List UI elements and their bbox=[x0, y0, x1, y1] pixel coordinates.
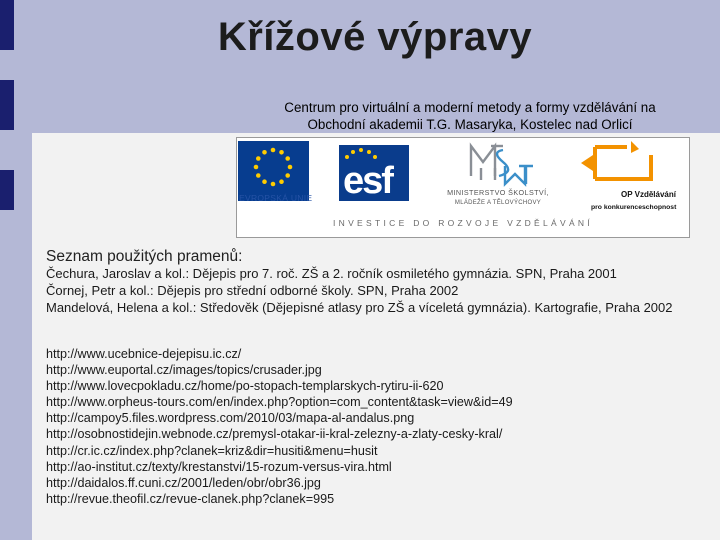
url-item: http://www.orpheus-tours.com/en/index.php?option=com_content&task=view&id=49 bbox=[46, 395, 513, 410]
eu-star-icon bbox=[271, 182, 276, 187]
url-item: http://www.lovecpokladu.cz/home/po-stopach-templarskych-rytiru-ii-620 bbox=[46, 379, 444, 394]
slide-title: Křížové výpravy bbox=[217, 15, 533, 59]
op-line-1: OP Vzdělávání bbox=[621, 190, 676, 199]
eu-star-icon bbox=[256, 173, 261, 178]
subtitle-line-2: Obchodní akademii T.G. Masaryka, Kostelec nad Orlicí bbox=[307, 117, 633, 132]
op-vzdelavani-logo bbox=[569, 139, 687, 215]
eu-star-icon bbox=[279, 150, 284, 155]
eu-star-icon bbox=[288, 165, 293, 170]
subtitle-line-1: Centrum pro virtuální a moderní metody a formy vzdělávání na bbox=[284, 100, 656, 115]
eu-star-icon bbox=[271, 148, 276, 153]
reference-list bbox=[46, 265, 706, 316]
url-item: http://campoy5.files.wordpress.com/2010/03/mapa-al-andalus.png bbox=[46, 411, 415, 426]
slide-subtitle bbox=[240, 99, 700, 133]
msmt-line-2: MLÁDEŽE A TĚLOVÝCHOVY bbox=[454, 200, 542, 206]
url-item: http://osobnostidejin.webnode.cz/premysl-otakar-ii-kral-zelezny-a-zlaty-cesky-kral/ bbox=[46, 427, 503, 442]
msmt-logo bbox=[433, 140, 563, 212]
reference-item: Mandelová, Helena a kol.: Středověk (Dějepisné atlasy pro ZŠ a víceletá gymnázia). Kartografie, Praha 2002 bbox=[46, 300, 673, 315]
eu-star-icon bbox=[285, 156, 290, 161]
eu-star-icon bbox=[262, 150, 267, 155]
url-item: http://cr.ic.cz/index.php?clanek=kriz&dir=husiti&menu=husit bbox=[46, 443, 378, 458]
url-item: http://daidalos.ff.cuni.cz/2001/leden/obr/obr36.jpg bbox=[46, 475, 321, 490]
eu-star-icon bbox=[256, 156, 261, 161]
url-item: http://www.ucebnice-dejepisu.ic.cz/ bbox=[46, 347, 242, 361]
msmt-line-1: MINISTERSTVO ŠKOLSTVÍ, bbox=[447, 188, 549, 197]
eu-stars-icon bbox=[238, 141, 309, 193]
esf-logo bbox=[339, 143, 409, 203]
url-list bbox=[46, 346, 706, 507]
sponsor-logo-strip bbox=[236, 137, 690, 238]
url-item: http://www.euportal.cz/images/topics/crusader.jpg bbox=[46, 363, 322, 378]
left-accent-bar-3 bbox=[0, 170, 14, 210]
reference-item: Čechura, Jaroslav a kol.: Dějepis pro 7. roč. ZŠ a 2. ročník osmiletého gymnázia. SPN, Praha 2001 bbox=[46, 266, 617, 281]
op-line-2: pro konkurenceschopnost bbox=[591, 204, 677, 211]
eu-star-icon bbox=[285, 173, 290, 178]
url-item: http://ao-institut.cz/texty/krestanstvi/15-rozum-versus-vira.html bbox=[46, 459, 392, 474]
eu-star-icon bbox=[279, 179, 284, 184]
eu-flag-logo bbox=[238, 141, 309, 201]
eu-label: EVROPSKÁ UNIE bbox=[239, 193, 313, 203]
url-item: http://revue.theofil.cz/revue-clanek.php?clanek=995 bbox=[46, 491, 335, 506]
left-accent-bar-2 bbox=[0, 80, 14, 130]
reference-item: Čornej, Petr a kol.: Dějepis pro střední odborné školy. SPN, Praha 2002 bbox=[46, 283, 459, 298]
investice-tagline: INVESTICE DO ROZVOJE VZDĚLÁVÁNÍ bbox=[332, 218, 594, 228]
eu-star-icon bbox=[262, 179, 267, 184]
esf-text: esf bbox=[343, 160, 392, 202]
sources-heading: Seznam použitých pramenů: bbox=[46, 248, 243, 265]
eu-star-icon bbox=[254, 165, 259, 170]
